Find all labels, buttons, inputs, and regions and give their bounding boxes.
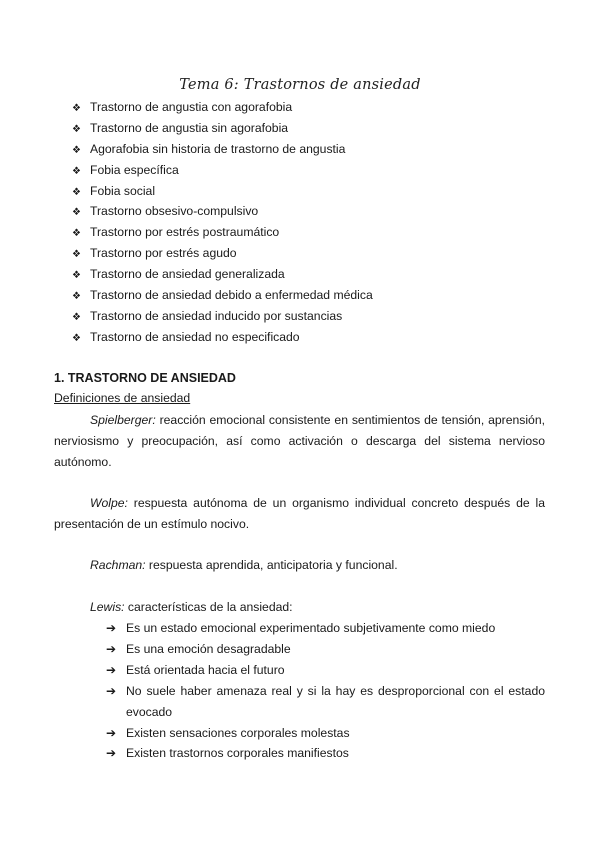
- list-item-text: Está orientada hacia el futuro: [126, 662, 285, 677]
- list-item-text: Trastorno de ansiedad no especificado: [90, 329, 300, 344]
- list-item: [106, 681, 545, 723]
- diamond-bullet-icon: ❖: [72, 186, 81, 198]
- diamond-bullet-icon: ❖: [72, 311, 81, 323]
- definition-text: respuesta aprendida, anticipatoria y funcional.: [145, 558, 398, 572]
- list-item: [72, 222, 373, 243]
- list-item: [72, 306, 373, 327]
- diamond-bullet-icon: ❖: [72, 144, 81, 156]
- definition-author: Lewis:: [90, 600, 125, 614]
- definition-paragraph: [54, 555, 545, 576]
- list-item-text: Agorafobia sin historia de trastorno de angustia: [90, 141, 346, 156]
- list-item-text: Trastorno de angustia sin agorafobia: [90, 120, 289, 135]
- list-item: [72, 118, 373, 139]
- list-item: [72, 181, 373, 202]
- diamond-bullet-icon: ❖: [72, 123, 81, 135]
- diamond-bullet-icon: ❖: [72, 270, 81, 282]
- diamond-bullet-icon: ❖: [72, 103, 81, 114]
- arrow-bullet-icon: ➔: [106, 662, 117, 677]
- section-subheading: Definiciones de ansiedad: [54, 391, 191, 405]
- definition-paragraph: [54, 493, 545, 535]
- list-item-text: Trastorno de ansiedad inducido por sustancias: [90, 308, 343, 323]
- list-item: [106, 743, 545, 764]
- list-item: [106, 723, 545, 744]
- list-item-text: Es una emoción desagradable: [126, 641, 291, 656]
- diamond-bullet-icon: ❖: [72, 165, 81, 177]
- arrow-bullet-icon: ➔: [106, 621, 117, 635]
- diamond-bullet-icon: ❖: [72, 207, 81, 219]
- definition-author: Rachman:: [90, 558, 146, 572]
- arrow-bullet-icon: ➔: [106, 683, 117, 698]
- list-item: [72, 285, 373, 306]
- list-item-text: Trastorno de angustia con agorafobia: [90, 100, 293, 114]
- list-item: [106, 639, 545, 660]
- list-item-text: Trastorno de ansiedad generalizada: [90, 267, 285, 282]
- definition-author: Wolpe:: [90, 496, 128, 510]
- arrow-bullet-icon: ➔: [106, 746, 117, 761]
- list-item: [72, 243, 373, 264]
- arrow-bullet-icon: ➔: [106, 725, 117, 740]
- definition-paragraph: [54, 597, 545, 618]
- section-heading: 1. TRASTORNO DE ANSIEDAD: [54, 371, 236, 385]
- list-item: [72, 327, 373, 348]
- list-item: [72, 160, 373, 181]
- definition-text: respuesta autónoma de un organismo individual concreto después de la presentación de un estímulo nocivo.: [54, 496, 545, 531]
- list-item: [72, 97, 373, 118]
- diamond-bullet-icon: ❖: [72, 228, 81, 240]
- list-item-text: Trastorno por estrés agudo: [90, 246, 237, 261]
- list-item: [72, 264, 373, 285]
- list-item-text: Trastorno de ansiedad debido a enfermedad médica: [90, 288, 373, 303]
- list-item-text: Es un estado emocional experimentado subjetivamente como miedo: [126, 621, 496, 635]
- definition-author: Spielberger:: [90, 413, 156, 427]
- list-item-text: Trastorno por estrés postraumático: [90, 225, 280, 240]
- arrow-bullet-icon: ➔: [106, 641, 117, 656]
- list-item-text: Existen trastornos corporales manifiestos: [126, 746, 349, 761]
- diamond-bullet-icon: ❖: [72, 332, 81, 344]
- list-item: [106, 660, 545, 681]
- list-item: [72, 201, 373, 222]
- list-item-text: No suele haber amenaza real y si la hay es desproporcional con el estado evocado: [126, 683, 545, 719]
- list-item: [72, 139, 373, 160]
- list-item-text: Fobia social: [90, 183, 156, 198]
- definition-text: reacción emocional consistente en sentimientos de tensión, aprensión, nerviosismo y preocupación, así como activación o descarga del sistema nervioso autónomo.: [54, 413, 545, 469]
- list-item-text: Existen sensaciones corporales molestas: [126, 725, 350, 740]
- lewis-characteristics-list: [106, 618, 545, 764]
- diamond-bullet-icon: ❖: [72, 291, 81, 303]
- list-item: [106, 618, 545, 639]
- diamond-bullet-icon: ❖: [72, 249, 81, 261]
- definition-paragraph: [54, 410, 545, 473]
- definition-text: características de la ansiedad:: [124, 600, 293, 614]
- list-item-text: Trastorno obsesivo-compulsivo: [90, 204, 259, 219]
- disorder-list: [72, 97, 373, 348]
- page-title: Tema 6: Trastornos de ansiedad: [179, 77, 421, 93]
- list-item-text: Fobia específica: [90, 162, 179, 177]
